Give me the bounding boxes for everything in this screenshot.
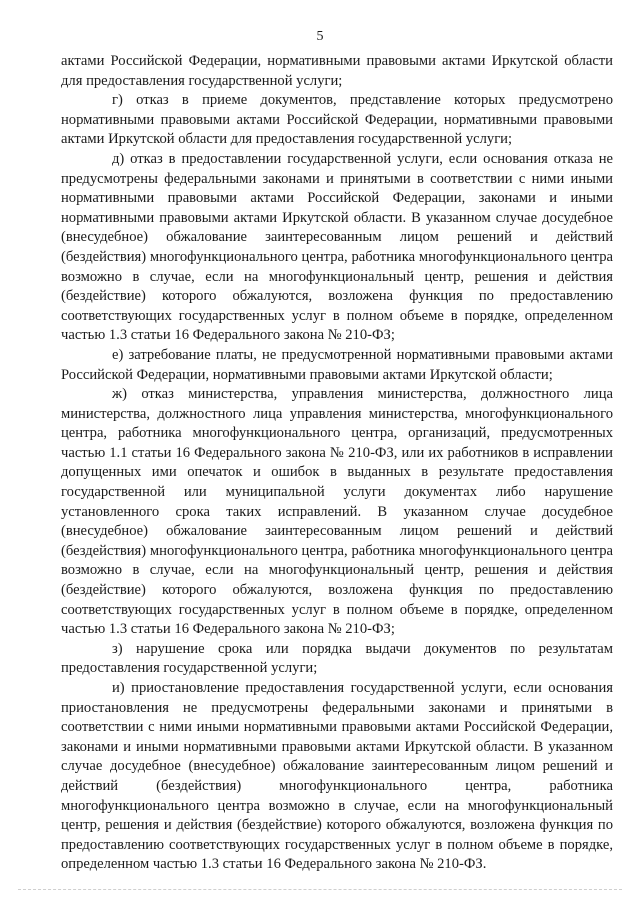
document-body — [61, 52, 613, 875]
paragraph-item-g: г) отказ в приеме документов, представление которых предусмотрено нормативными правовыми актами Российской Федерации, нормативными правовыми актами Иркутской области для предоставления государственной услуги; — [61, 92, 613, 148]
paragraph-item-d: д) отказ в предоставлении государственной услуги, если основания отказа не предусмотрены федеральными законами и принятыми в соответствии с ними иными нормативными правовыми актами Российской Федерации, законами и иными нормативными правовыми актами Иркутской области. В указанном случае досудебное (внесудебное) обжалование заинтересованным лицом решений и действий (бездействия) многофункционального центра, работника многофункционального центра возможно в случае, если на многофункциональный центр, решения и действия (бездействие) которого обжалуются, возложена функция по предоставлению соответствующих государственных услуг в полном объеме в порядке, определенном частью 1.3 статьи 16 Федерального закона № 210-ФЗ; — [61, 150, 613, 344]
footer-divider — [18, 889, 622, 890]
paragraph-continuation: актами Российской Федерации, нормативными правовыми актами Иркутской области для предоставления государственной услуги; — [61, 53, 613, 89]
paragraph-item-zh: ж) отказ министерства, управления министерства, должностного лица министерства, должностного лица управления министерства, многофункционального центра, работника многофункционального центра, организаций, предусмотренных частью 1.1 статьи 16 Федерального закона № 210-ФЗ, или их работников в исправлении допущенных ими опечаток и ошибок в выданных в результате предоставления государственной или муниципальной услуги документах либо нарушение установленного срока таких исправлений. В указанном случае досудебное (внесудебное) обжалование заинтересованным лицом решений и действий (бездействия) многофункционального центра, работника многофункционального центра возможно в случае, если на многофункциональный центр, решения и действия (бездействие) которого обжалуются, возложена функция по предоставлению соответствующих государственных услуг в полном объеме в порядке, определенном частью 1.3 статьи 16 Федерального закона № 210-ФЗ; — [61, 386, 613, 638]
page-number: 5 — [316, 29, 324, 44]
paragraph-item-z: з) нарушение срока или порядка выдачи документов по результатам предоставления государственной услуги; — [61, 640, 613, 677]
paragraph-item-i: и) приостановление предоставления государственной услуги, если основания приостановления не предусмотрены федеральными законами и принятыми в соответствии с ними иными нормативными правовыми актами Российской Федерации, законами и иными нормативными правовыми актами Иркутской области. В указанном случае досудебное (внесудебное) обжалование заинтересованным лицом решений и действий (бездействия) многофункционального центра, работника многофункционального центра возможно в случае, если на многофункциональный центр, решения и действия (бездействие) которого обжалуются, возложена функция по предоставлению соответствующих государственных услуг в полном объеме в порядке, определенном частью 1.3 статьи 16 Федерального закона № 210-ФЗ. — [61, 680, 613, 873]
paragraph-item-e: е) затребование платы, не предусмотренной нормативными правовыми актами Российской Федерации, нормативными правовыми актами Иркутской области; — [61, 346, 613, 383]
